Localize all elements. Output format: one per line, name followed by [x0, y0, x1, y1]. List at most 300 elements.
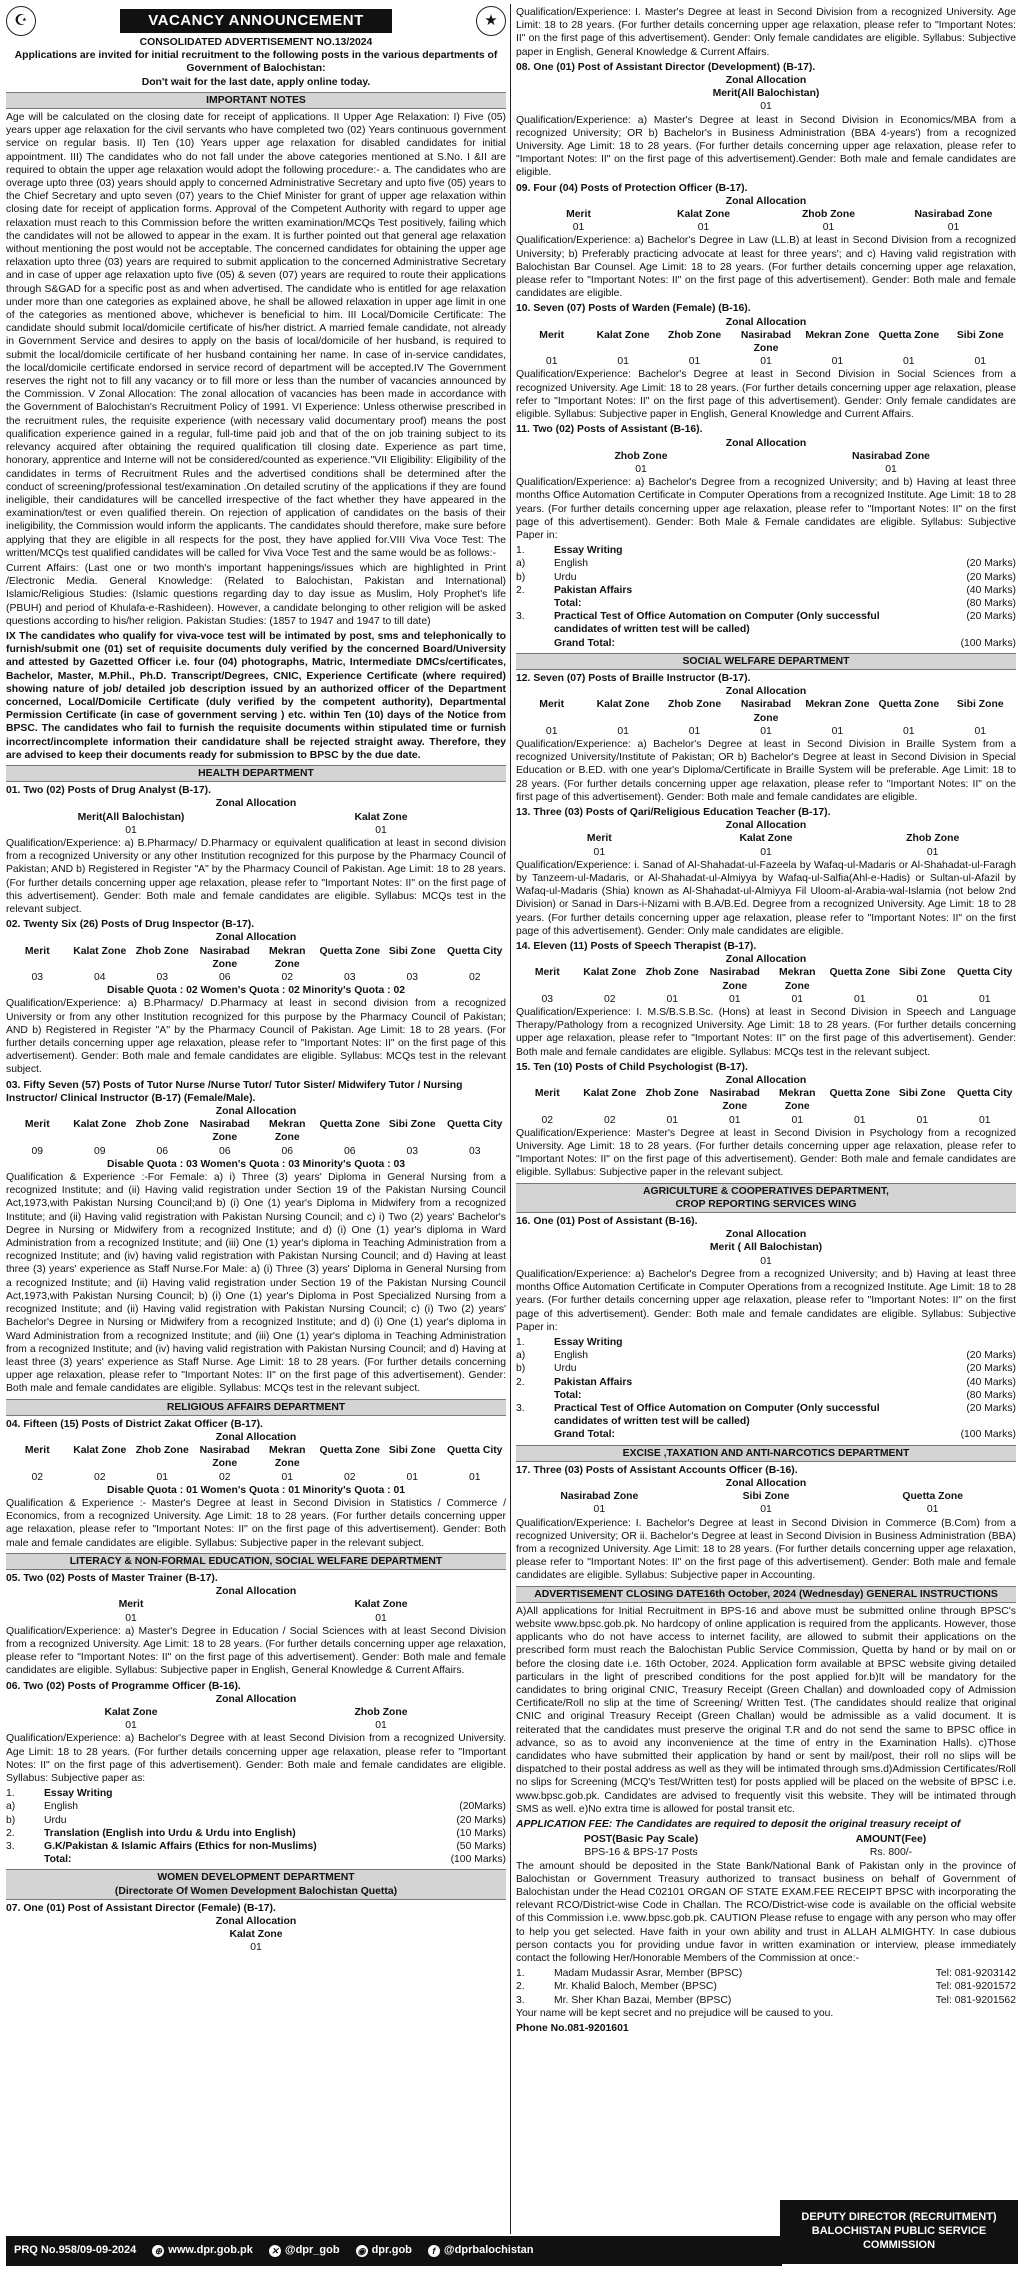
closing-title: ADVERTISEMENT CLOSING DATE16th October, 2024 (Wednesday) GENERAL INSTRUCTIONS: [516, 1586, 1016, 1603]
post-16-zone-value: 01: [760, 1255, 772, 1267]
post-03-zone-value: 06: [343, 1145, 356, 1157]
fee-row-post: BPS-16 & BPS-17 Posts: [584, 1847, 698, 1859]
footer-link-3-text: @dprbalochistan: [443, 2244, 534, 2257]
post-03-zone-label: Zhob Zone: [135, 1119, 189, 1131]
post-09-zone-values: [516, 221, 1016, 234]
post-16-marks-key: [516, 1428, 554, 1441]
phone-number: Phone No.081-9201601: [516, 2023, 629, 2035]
post-04-qualification: Qualification & Experience :- Master's Degree at least in Second Division in Statistics / Commerce / Economics, from a recognized University. Age Limit: 18 to 28 years. (For further details concerning upper age relaxation, please refer to "Important Notes: II" on the first page of this advertisement). Gender: Both male and female candidates are eligible. Syllabus: Subjective paper in the relevant subject.: [6, 1497, 506, 1549]
post-17-zone-label: Nasirabad Zone: [560, 1491, 639, 1503]
post-14-zone-value: 01: [978, 993, 991, 1005]
post-13-zone-value: 01: [593, 846, 606, 858]
post-03-zone-label: Quetta City: [447, 1119, 503, 1131]
post-03-zone-label: Sibi Zone: [388, 1119, 436, 1131]
post-06-marks-name: G.K/Pakistan & Islamic Affairs (Ethics for non-Muslims): [44, 1841, 317, 1853]
post-01-zone-label: Kalat Zone: [354, 811, 408, 823]
post-16-marks-name: Urdu: [554, 1363, 577, 1375]
member-name: Mr. Khalid Baloch, Member (BPSC): [554, 1981, 717, 1993]
post-08-qualification: Qualification/Experience: a) Master's Degree at least in Second Division in Economics/MBA from a recognized University; OR b) Bachelor's in Business Administration (BBA 4-years') from a recognized University. Age Limit: 18 to 28 years. (For further details concerning upper age relaxation, please refer to "Important Notes: II" on the first page of this advertisement).Gender: Both male and female candidates are eligible.: [516, 114, 1016, 179]
post-03-zone-value: 06: [156, 1145, 169, 1157]
fee-header: [516, 1833, 1016, 1846]
post-06-zone-value: 01: [375, 1720, 387, 1732]
post-03-zone-label: Mekran Zone: [269, 1119, 306, 1144]
post-02: [6, 918, 506, 1076]
member-row: [516, 1994, 1016, 2007]
post-14-zone-value: 01: [791, 993, 804, 1005]
post-15-zone-value: 01: [666, 1114, 679, 1126]
post-12-zone-value: 01: [974, 725, 987, 737]
member-name: Mr. Sher Khan Bazai, Member (BPSC): [554, 1994, 732, 2006]
post-17-zone-label: Sibi Zone: [742, 1491, 790, 1503]
post-14-zone-label: Zhob Zone: [645, 967, 699, 979]
post-11-marks-value: (100 Marks): [960, 637, 1016, 649]
post-04-zone-value: 01: [468, 1471, 481, 1483]
post-05-zone-label: Merit: [118, 1599, 144, 1611]
post-11-marks-key: [516, 637, 554, 650]
post-08-zone-label: Merit(All Balochistan): [712, 88, 820, 100]
post-11-marks-row: [516, 544, 1016, 557]
post-10-zone-value: 01: [545, 356, 558, 368]
post-06-marks-name: Essay Writing: [44, 1788, 113, 1800]
post-13-heading: 13. Three (03) Posts of Qari/Religious Education Teacher (B-17).: [516, 806, 831, 818]
post-04-zone-value: 02: [343, 1471, 356, 1483]
post-06-marks-value: (20 Marks): [456, 1814, 506, 1826]
post-05-zone-value: 01: [375, 1612, 387, 1624]
post-06-qualification: Qualification/Experience: a) Bachelor's Degree with at least Second Division from a recognized University. Age Limit: 18 to 28 years. (For further details concerning upper age relaxation, please refer to "Important Notes: II" on the first page of this advertisement). Gender: Both male and female candidates are eligible. Syllabus: Subjective paper as:: [6, 1733, 506, 1784]
footer-link-0[interactable]: [152, 2244, 253, 2258]
post-15-zone-value: 01: [853, 1114, 866, 1126]
post-16-marks-row: [516, 1362, 1016, 1375]
post-11-marks-name: Urdu: [554, 571, 577, 583]
footer-link-1[interactable]: [269, 2244, 340, 2258]
notes-ix: IX The candidates who qualify for viva-voce test will be intimated by post, sms and telephonically to furnish/submit one (01) set of requisite documents duly verified by the concerned Board/University and attested by Gazetted Officer i.e. four (04) photographs, Matric, Intermediate DMCs/certificates, Bachelor, Master, M.Phil., Ph.D. Transcript/Degrees, CNIC, Experience Certificate (where required) showing nature of job/ detailed job description issued by an authorized officer of the Department concerned, Local/Domicile Certificate (duly verified by the competent authority), Departmental Permission Certificate (in case of government serving ) etc. within Ten (10) days of the Notice from BPSC. The candidates who fail to furnish the requisite documents within stipulated time or furnish incorrect/incomplete information their candidature shall be rejected straight away. Therefore, they are advised to keep their documents ready for submission to BPSC by the due date.: [6, 630, 506, 761]
post-02-zone-value: 02: [281, 972, 294, 984]
post-03-zone-value: 03: [406, 1145, 419, 1157]
agri-dept-sub: CROP REPORTING SERVICES WING: [675, 1198, 857, 1210]
post-10-zone-label: Zhob Zone: [668, 329, 722, 341]
member-name: Madam Mudassir Asrar, Member (BPSC): [554, 1968, 743, 1980]
post-06-marks-name: Translation (English into Urdu & Urdu into English): [44, 1827, 296, 1839]
agri-dept-title: [516, 1183, 1016, 1213]
post-10-zone-label: Nasirabad Zone: [740, 329, 792, 355]
post-11-marks-row: [516, 610, 1016, 636]
post-10-zone-labels: [516, 329, 1016, 355]
post-13-zone-label: Kalat Zone: [739, 833, 793, 845]
post-09-zone-value: 01: [947, 222, 960, 234]
closing-instructions: A)All applications for Initial Recruitment in BPS-16 and above must be submitted online through BPSC's website www.bpsc.gob.pk. No hardcopy of online application is required from the applicants. However, those applicants who do not have access to internet facility, are allowed to submit their applications on the prescribed form must reach the Balochistan Public Service Commission, Quetta by hand or by mail on or before the closing date i.e. 16th October, 2024. Application form available at BPSC website giving detailed particulars in the light of prescribed conditions for the post applied for.b)It will be mandatory for the candidates to bring original CNIC, Treasury Receipt (Green Challan) and downloaded copy of Admission Certificate/Roll no slip at the time of Screening/ Written Test. (The candidates should realize that original CNIC and original Treasury Receipt (Green Challan) would be admissible as a valid document. It is reiterated that the candidates must preserve the original T.R and do not send the same to BPSC office in advance, so as to avoid any inconvenience at the time of entry in the Examination Halls). c)Those candidates who have submitted their application by hand or sent by mail/post, their roll no slips will be dispatched to their postal address as well as they will be intimated through sms.d)Admission Certificates/Roll no slips for Screening (MCQ's Test/Written test) for posts applied will be placed on the website of BPSC i.e. www.bpsc.gob.pk. Candidates are advised to frequently visit this website. They will be intimated through SMS as well. e)No extra time is allowed for postal transit etc.: [516, 1605, 1016, 1815]
post-17-zone-labels: [516, 1490, 1016, 1503]
post-15-zone-values: [516, 1114, 1016, 1127]
post-09-zone-label: Nasirabad Zone: [914, 209, 993, 221]
post-06-zonal-title: Zonal Allocation: [215, 1693, 297, 1705]
post-17-qualification: Qualification/Experience: I. Bachelor's Degree at least in Second Division in Commerce (B.Com) from a recognized University; OR ii. Bachelor's Degree at least in Second Division in Business Administration (BBA) from a recognized University. Age Limit: 18 to 28 years. (For further details concerning upper age relaxation, please refer to "Important Notes: II" on the first page of this advertisement). Gender: Both male and female candidates are eligible. Syllabus: Subjective paper in Accounting.: [516, 1517, 1016, 1582]
post-14-qualification: Qualification/Experience: I. M.S/B.S.B.Sc. (Hons) at least in Second Division in Speech and Language Therapy/Pathology from a recognized University. Age Limit: 18 to 28 years. (For further details concerning upper age relaxation, please refer to "Important Notes: II" on the first page of this advertisement). Gender: Both male and female candidates are eligible. Syllabus: MCQs test in the relevant subject.: [516, 1007, 1016, 1058]
post-04-zone-label: Merit: [24, 1445, 50, 1457]
post-17-zone-value: 01: [760, 1504, 772, 1516]
post-09-zone-label: Kalat Zone: [676, 209, 731, 221]
secret-note: Your name will be kept secret and no prejudice will be caused to you.: [516, 2007, 834, 2019]
post-04-zone-value: 02: [31, 1471, 44, 1483]
post-03-zone-label: Merit: [24, 1119, 50, 1131]
post-05-zone-value: 01: [125, 1612, 137, 1624]
post-09: [516, 182, 1016, 301]
post-01-zone-values: [6, 824, 506, 837]
notes-title: IMPORTANT NOTES: [6, 92, 506, 109]
post-06-zone-values: [6, 1719, 506, 1732]
post-10-zone-value: 01: [760, 356, 772, 368]
post-06-marks-key: 1.: [6, 1788, 15, 1800]
post-11-marks-name: English: [554, 558, 589, 570]
post-13-qualification: Qualification/Experience: i. Sanad of Al-Shahadat-ul-Fazeela by Wafaq-ul-Madaris or Al-Shahadat-ul-Faragh by Tanzeem-ul-Madaris, or Al-Shahadat-ul-Almiyya by Wafaq-ul-Salfia(Ahl-e-Hadis) or Sultan-ul-Afazil by Wafaq-ul-Madaris (Shia) known as Al-Shahadat-ul-Almiyya Fil Uloom-al-Arabia-wal-Islamia (not below 2nd Division) or Sanad in Dars-i-Nizami with B.A/B.Ed. Degree from a recognized University. Age Limit: 18 to 28 years. (For further details concerning upper age relaxation, please refer to "Important Notes: II" on the first page of this advertisement). Gender: Only male candidates are eligible.: [516, 859, 1016, 937]
post-11-zone-value: 01: [885, 463, 897, 475]
post-11-marks-value: (20 Marks): [966, 571, 1016, 583]
post-09-zone-label: Zhob Zone: [801, 209, 856, 221]
post-08-zonal-title: Zonal Allocation: [725, 75, 807, 87]
post-12-zone-value: 01: [903, 725, 915, 737]
post-09-heading: 09. Four (04) Posts of Protection Officer (B-17).: [516, 182, 748, 194]
post-16-marks-value: (40 Marks): [966, 1376, 1016, 1388]
post-11-marks-key: 2.: [516, 584, 525, 596]
post-12-zone-values: [516, 725, 1016, 738]
post-10-zone-label: Kalat Zone: [596, 329, 650, 341]
post-04-zone-label: Quetta Zone: [319, 1445, 381, 1457]
post-16-marks-key: 3.: [516, 1402, 525, 1414]
post-14-zone-value: 01: [853, 993, 866, 1005]
post-09-zone-value: 01: [572, 222, 585, 234]
dd-line-2: BALOCHISTAN PUBLIC SERVICE: [811, 2225, 987, 2238]
member-row: [516, 1967, 1016, 1980]
post-16-qualification: Qualification/Experience: a) Bachelor's Degree from a recognized University; and b) Having at least three months Office Automation Certificate in Computer Operations from a recognized Institute. Age Limit: 18 to 28 years. (For further details concerning upper age relaxation, please refer to "Important Notes: II" on the first page of this advertisement). Gender: Both male and female candidates are eligible. Syllabus: Subjective Paper in:: [516, 1268, 1016, 1333]
post-13-zone-value: 01: [926, 846, 939, 858]
post-03-zone-label: Quetta Zone: [319, 1119, 381, 1131]
post-07-qualification: Qualification/Experience: I. Master's Degree at least in Second Division from a recognized University. Age Limit: 18 to 28 years. (For further details concerning upper age relaxation, please refer to "Important Notes: II" on the first page of this advertisement). Gender: Only female candidates are eligible. Syllabus: Subjective paper in English, General Knowledge & Current Affairs.: [516, 7, 1016, 58]
post-17-zone-value: 01: [593, 1504, 606, 1516]
fee-row: [516, 1846, 1016, 1859]
post-15: [516, 1061, 1016, 1180]
post-06-marks-value: (10 Marks): [456, 1827, 506, 1839]
post-12-heading: 12. Seven (07) Posts of Braille Instructor (B-17).: [516, 672, 751, 684]
post-05-zone-label: Kalat Zone: [354, 1599, 408, 1611]
excise-dept-title: EXCISE ,TAXATION AND ANTI-NARCOTICS DEPARTMENT: [516, 1445, 1016, 1462]
post-16-marks-name: Essay Writing: [554, 1336, 623, 1348]
government-logo-icon: ☪: [6, 6, 36, 36]
post-04-zone-label: Nasirabad Zone: [199, 1445, 250, 1470]
banner-title: VACANCY ANNOUNCEMENT: [120, 9, 392, 32]
religious-dept-title: RELIGIOUS AFFAIRS DEPARTMENT: [6, 1399, 506, 1416]
post-06-marks-name: Urdu: [44, 1814, 67, 1826]
post-15-heading: 15. Ten (10) Posts of Child Psychologist (B-17).: [516, 1061, 748, 1073]
post-11-marks-name: Pakistan Affairs: [554, 584, 633, 596]
post-11-zone-labels: [516, 450, 1016, 463]
post-11-marks-row: [516, 637, 1016, 650]
member-row: [516, 1980, 1016, 1993]
post-13-zone-label: Zhob Zone: [906, 833, 960, 845]
post-16-marks-name: English: [554, 1350, 589, 1362]
health-dept-title: HEALTH DEPARTMENT: [6, 765, 506, 782]
members-list: [516, 1967, 1016, 2007]
post-04-zone-values: [6, 1471, 506, 1484]
dd-line-3: COMMISSION: [862, 2238, 936, 2251]
fee-col-post: POST(Basic Pay Scale): [583, 1834, 699, 1846]
post-12-zone-label: Kalat Zone: [596, 699, 650, 711]
post-04-zone-label: Mekran Zone: [269, 1445, 306, 1470]
post-02-zonal-title: Zonal Allocation: [215, 932, 297, 944]
post-14-zone-label: Nasirabad Zone: [709, 967, 760, 992]
post-16-marks-value: [936, 1336, 1016, 1349]
post-11-marks-key: 3.: [516, 611, 525, 623]
post-06-marks-value: (50 Marks): [456, 1841, 506, 1853]
post-11-zonal-title: Zonal Allocation: [725, 437, 807, 449]
post-14-zone-value: 01: [728, 993, 741, 1005]
post-14-zone-labels: [516, 966, 1016, 992]
post-15-zone-label: Sibi Zone: [898, 1088, 946, 1100]
post-06-marks-name: English: [44, 1801, 79, 1813]
post-15-zone-label: Quetta City: [957, 1088, 1013, 1100]
post-10-zone-value: 01: [688, 356, 701, 368]
post-08-zone-value: 01: [760, 101, 772, 113]
post-06-marks-row: [6, 1827, 506, 1840]
post-13-zone-labels: [516, 832, 1016, 845]
post-12-zone-value: 01: [617, 725, 629, 737]
post-14-zone-value: 03: [541, 993, 554, 1005]
member-index: 2.: [516, 1981, 525, 1993]
post-06-marks-key: 3.: [6, 1841, 15, 1853]
post-15-zone-value: 01: [728, 1114, 741, 1126]
post-13-zone-values: [516, 846, 1016, 859]
post-12-zone-label: Mekran Zone: [805, 699, 870, 711]
post-15-zone-labels: [516, 1087, 1016, 1113]
post-04-zone-labels: [6, 1444, 506, 1470]
footer-link-2[interactable]: [356, 2244, 412, 2258]
post-14-zone-label: Merit: [534, 967, 560, 979]
post-11-marks-row: [516, 584, 1016, 597]
post-16-marks-name: Pakistan Affairs: [554, 1376, 633, 1388]
post-07-zonal-title: Zonal Allocation: [215, 1916, 297, 1928]
x-icon: ✕: [269, 2245, 281, 2257]
post-07-zone-values: [6, 1941, 506, 1954]
post-06-marks-name: Total:: [44, 1854, 72, 1866]
post-06-zone-value: 01: [125, 1720, 137, 1732]
post-14: [516, 940, 1016, 1059]
post-15-zone-label: Zhob Zone: [645, 1088, 699, 1100]
post-02-zone-value: 04: [93, 972, 106, 984]
post-11-qualification: Qualification/Experience: a) Bachelor's Degree from a recognized University; and b) Having at least three months Office Automation Certificate in Computer Operations from a recognized Institute. Age Limit: 18 to 28 years. (For further details concerning upper age relaxation, please refer to "Important Notes: II" on the first page of this advertisement). Gender: Both Male & Female candidates are eligible. Syllabus: Subjective Paper in:: [516, 477, 1016, 541]
post-12-zone-label: Zhob Zone: [668, 699, 722, 711]
post-15-zonal-title: Zonal Allocation: [725, 1075, 807, 1087]
post-03-zone-values: [6, 1145, 506, 1158]
post-02-quota: Disable Quota : 02 Women's Quota : 02 Minority's Quota : 02: [106, 985, 406, 997]
post-15-zone-label: Quetta Zone: [829, 1088, 891, 1100]
post-03-zone-value: 06: [218, 1145, 231, 1157]
post-07-heading: 07. One (01) Post of Assistant Director (Female) (B-17).: [6, 1902, 276, 1914]
post-16-zonal-title: Zonal Allocation: [725, 1229, 807, 1241]
post-11-marks-name: Total:: [554, 597, 582, 609]
post-16-marks-row: [516, 1376, 1016, 1389]
post-14-zonal-title: Zonal Allocation: [725, 954, 807, 966]
post-11-marks-key: 1.: [516, 545, 525, 557]
post-04: [6, 1418, 506, 1550]
fee-text: The amount should be deposited in the State Bank/National Bank of Pakistan only in the province of Balochistan or Government Treasury authorized to transact business on behalf of Government of Balochistan under the Head C02101 ORGAN OF STATE EXAM.FEE RECEIPT BPSC with incorporating the relevant RCO/District-wise Code in Challan. The RCO/District-wise code is available on the official website of this Commission i.e. www.bpsc.gob.pk. CAUTION Please refuse to engage with any person who may offer to help you get selected. Have faith in your own ability and trust in ALLAH ALMIGHTY. In case dubious person contacts you for providing undue favor in written examination or interview, please immediately contact the following Her/Honorable Members of the Commission at once:-: [516, 1860, 1016, 1965]
post-14-zone-label: Sibi Zone: [898, 967, 946, 979]
post-06-heading: 06. Two (02) Posts of Programme Officer (B-16).: [6, 1680, 241, 1692]
post-03-zone-labels: [6, 1118, 506, 1144]
post-14-zone-value: 01: [666, 993, 679, 1005]
post-12-zone-label: Sibi Zone: [956, 699, 1004, 711]
post-01-zonal-title: Zonal Allocation: [215, 798, 297, 810]
post-10: [516, 302, 1016, 421]
dd-line-1: DEPUTY DIRECTOR (RECRUITMENT): [801, 2211, 997, 2224]
post-15-zone-label: Nasirabad Zone: [709, 1088, 760, 1113]
post-16-marks-value: (80 Marks): [966, 1389, 1016, 1401]
post-16-marks-row: [516, 1349, 1016, 1362]
post-11-zone-label: Zhob Zone: [614, 450, 668, 462]
post-09-zone-labels: [516, 208, 1016, 221]
post-02-zone-label: Zhob Zone: [135, 945, 189, 957]
literacy-dept-title: LITERACY & NON-FORMAL EDUCATION, SOCIAL WELFARE DEPARTMENT: [6, 1553, 506, 1570]
post-05-qualification: Qualification/Experience: a) Master's Degree in Education / Social Sciences with at least Second Division from a recognized University. Age Limit: 18 to 28 years. (For further details concerning upper age relaxation, please refer to "Important Notes: II" on the first page of this advertisement). Gender: Both male and female candidates are eligible. Syllabus: Subjective paper in English, General Knowledge & Current Affairs.: [6, 1625, 506, 1677]
post-04-zone-value: 02: [218, 1471, 231, 1483]
post-03-heading: 03. Fifty Seven (57) Posts of Tutor Nurse /Nurse Tutor/ Tutor Sister/ Midwifery Tutor / Nursing Instructor/ Clinical Instructor (B-17) (Female/Male).: [6, 1079, 463, 1104]
post-02-zone-value: 03: [343, 972, 356, 984]
post-06-marks-key: a): [6, 1801, 16, 1813]
post-04-zone-value: 02: [93, 1471, 106, 1483]
post-15-zone-label: Merit: [534, 1088, 560, 1100]
post-02-zone-label: Quetta Zone: [319, 945, 381, 957]
post-17-zone-values: [516, 1503, 1016, 1516]
notes-current: Current Affairs: (Last one or two month's important happenings/issues which are highlighted in Print /Electronic Media. General Knowledge: (Related to Balochistan, Pakistan and International) Islamic/Religious Studies: (Islamic questions regarding day to day issue as Muslim, Holy Prophet's life (PBUH) and period of Khulafa-e-Rashideen). However, a candidate belonging to other religion will be asked questions according to his/her religion. Pakistan Studies: (1857 to 1947 and 1947 to till date): [6, 562, 506, 627]
women-dept-sub: (Directorate Of Women Development Balochistan Quetta): [114, 1885, 398, 1897]
post-11-marks-row: [516, 571, 1016, 584]
post-03-quota: Disable Quota : 03 Women's Quota : 03 Minority's Quota : 03: [106, 1158, 406, 1170]
post-04-zone-label: Zhob Zone: [135, 1445, 189, 1457]
post-11-marks-value: (40 Marks): [966, 584, 1016, 596]
post-10-zone-value: 01: [617, 356, 629, 368]
post-03-zone-value: 03: [468, 1145, 481, 1157]
post-03-zone-value: 09: [31, 1145, 44, 1157]
post-10-zone-value: 01: [831, 356, 844, 368]
post-03-zone-value: 06: [281, 1145, 294, 1157]
globe-icon: ⊕: [152, 2245, 164, 2257]
post-11-marks-name: Practical Test of Office Automation on Computer (Only successful candidates of written test will be called): [554, 611, 880, 636]
post-08-zone-values: [516, 100, 1016, 113]
footer-link-2-text: dpr.gob: [371, 2244, 412, 2257]
post-16-marks-name: Total:: [554, 1389, 582, 1401]
intro-text: Applications are invited for initial recruitment to the following posts in the various departments of Government of Balochistan:: [14, 50, 498, 75]
post-12-zone-value: 01: [760, 725, 772, 737]
post-16-marks-name: Grand Total:: [554, 1429, 615, 1441]
post-06-marks-row: [6, 1814, 506, 1827]
post-10-zone-label: Sibi Zone: [956, 329, 1004, 341]
post-05: [6, 1572, 506, 1678]
post-11-marks-key: b): [516, 571, 526, 583]
notes-age: Age will be calculated on the closing date for receipt of applications. II Upper Age Relaxation: I) Five (05) years upper age relaxation for the civil servants who have completed two (02) Years continuous government service on regular basis. II) Ten (10) Years upper age relaxation for disabled candidates for initial appointment. III) The candidates who do not fall under the above categories mentioned at S.No. I &II are required to obtain the upper age relaxation would adopt the following procedure:- a. The candidates who are overage upto three (03) years should apply to concerned Administrative Secretary and upto five (05) years to the Chief Secretary and upto seven (07) years to the Chief Minister for grant of upper age relaxation within closing date for receipt of application forms. Approval of the Competent Authority with regard to upper age relaxation must reach to this Commission before the written examination/MCQs Test positively, failing which the candidates will not be allowed to appear in the exam. It is further pointed out that general age relaxation without mentioning the post would not be acceptable. The concerned candidates for obtaining the upper age relaxation upto three (03) years are required to submit application to the concerned Administrative Secretary and in case of upper age relaxation upto five (05) & seven (07) years are required to route their applications through S&GAD for a specific post as and when advertised. The candidate who is entitled for age relaxation under more than one categories as explained above, he shall be allowed relaxation in upper age limit in one of the categories as mentioned above, whichever is beneficial to him. III Local/Domicile Certificate: The candidate should submit local/domicile certificate of his/her district. A married female candidate, not already in Government Service and desires to apply on the basis of local/domicile of her husband, is required to submit the local/domicile certificate of her husband containing her name. In case of in-service candidates, the local/domicile certificate endorsed in service record of department will be accepted.IV The Government reserves the right not to fill any vacancy or to fill more or less than the number of vacancies announced by the Commission. V Zonal Allocation: The zonal allocation of vacancies has been made in accordance with the Government of Balochistan's Recruitment Policy of 1991. VI Experience: Unless otherwise prescribed in the recruitment rules, the requisite experience (with necessary valid documentary proof) means the post qualification experience gained in a regular, full-time paid job and that of the on job training subject to its relevancy acquired after obtaining the required qualification till closing date. Experience as part time, honorary, apprentice and Interne will not be considered/counted as experience."VII Eligibility: Eligibility of the candidates in terms of Recruitment Rules and the advertised conditions shall be determined after the conduct of screening/professional test/examination .On detailed scrutiny of the applications if they are found ineligible, their candidatures will be cancelled irrespective of the fact whether they have appeared in the examination/test or even qualified therein. On rejection of application of candidates on the basis of their ineligibility, the Commission would inform the applicants. The candidates should therefore, make sure before applying that they are eligible in all respects for the post, they have applied for.VIII Viva Voce Test: The written/MCQs test qualified candidates will be called for Viva Voce Test and the same would be as follows:-: [6, 112, 506, 559]
post-03-zone-label: Nasirabad Zone: [199, 1119, 250, 1144]
post-06-zone-label: Zhob Zone: [354, 1706, 408, 1718]
post-07-zone-label: Kalat Zone: [229, 1929, 283, 1941]
post-14-heading: 14. Eleven (11) Posts of Speech Therapist (B-17).: [516, 941, 757, 953]
post-01-zone-labels: [6, 811, 506, 824]
post-02-zone-value: 03: [156, 972, 169, 984]
post-14-zone-label: Mekran Zone: [779, 967, 816, 992]
post-04-zone-label: Sibi Zone: [388, 1445, 436, 1457]
post-04-quota: Disable Quota : 01 Women's Quota : 01 Minority's Quota : 01: [106, 1484, 406, 1496]
post-10-zone-value: 01: [903, 356, 915, 368]
post-11-marks-value: (20 Marks): [966, 611, 1016, 623]
footer-link-3[interactable]: [428, 2244, 534, 2258]
post-09-zonal-title: Zonal Allocation: [725, 195, 807, 207]
bpsc-logo-icon: ★: [476, 6, 506, 36]
post-11: [516, 423, 1016, 649]
post-16-marks-key: [516, 1389, 554, 1402]
member-phone: Tel: 081-9201562: [935, 1994, 1016, 2006]
post-12-zone-value: 01: [545, 725, 558, 737]
post-11-zone-values: [516, 463, 1016, 476]
post-13-zone-label: Merit: [586, 833, 612, 845]
post-12-zone-labels: [516, 698, 1016, 724]
post-16-zone-labels: [516, 1241, 1016, 1254]
post-02-qualification: Qualification/Experience: a) B.Pharmacy/ D.Pharmacy at least in second division from a recognized University or from any other Institution recognized for this purpose by the Pharmacy Council of Pakistan; AND b) Registered in Register "A" by the Pharmacy Council of Pakistan. Age Limit: 18 to 28 years. (For further details concerning upper age relaxation, please refer to "Important Notes: II" on the first page of this advertisement). Gender: Both male and female candidates are eligible. Syllabus: MCQs test in the relevant subject.: [6, 998, 506, 1076]
post-11-marks-value: [936, 544, 1016, 557]
post-06: [6, 1680, 506, 1867]
post-12-zone-label: Quetta Zone: [878, 699, 940, 711]
post-10-qualification: Qualification/Experience: Bachelor's Degree at least in Second Division in Social Sciences from a recognized University. Age Limit: 18 to 28 years. (For further details concerning upper age relaxation, please refer to "Important Notes: II" on the first page of this advertisement). Gender: Only female candidates are eligible. Syllabus: Subjective paper in English, General Knowledge and Current Affairs.: [516, 369, 1016, 421]
post-16-marks-key: 1.: [516, 1336, 525, 1348]
post-02-zone-values: [6, 971, 506, 984]
post-11-heading: 11. Two (02) Posts of Assistant (B-16).: [516, 424, 703, 436]
post-06-zone-labels: [6, 1706, 506, 1719]
post-09-zone-value: 01: [822, 222, 835, 234]
post-02-zone-label: Sibi Zone: [388, 945, 436, 957]
post-12-zonal-title: Zonal Allocation: [725, 686, 807, 698]
post-16-marks-value: (20 Marks): [966, 1363, 1016, 1375]
post-02-zone-label: Merit: [24, 945, 50, 957]
post-15-zone-label: Kalat Zone: [583, 1088, 637, 1100]
member-index: 1.: [516, 1968, 525, 1980]
member-index: 3.: [516, 1994, 525, 2006]
post-13-zonal-title: Zonal Allocation: [725, 820, 807, 832]
post-17: [516, 1464, 1016, 1583]
left-column: [6, 6, 506, 1955]
post-05-zonal-title: Zonal Allocation: [215, 1586, 297, 1598]
deputy-director-box: [780, 2200, 1018, 2264]
column-divider: [510, 4, 511, 2234]
post-16-zone-label: Merit ( All Balochistan): [709, 1242, 823, 1254]
post-11-marks-row: [516, 597, 1016, 610]
facebook-icon: f: [428, 2245, 440, 2257]
post-09-zone-label: Merit: [566, 209, 591, 221]
post-02-zone-label: Mekran Zone: [269, 945, 306, 970]
post-02-zone-label: Kalat Zone: [73, 945, 127, 957]
post-02-zone-value: 06: [218, 972, 231, 984]
post-06-marks-row: [6, 1853, 506, 1866]
post-16-zone-values: [516, 1255, 1016, 1268]
post-10-zone-label: Merit: [539, 329, 565, 341]
post-16-marks-row: [516, 1402, 1016, 1428]
post-16-marks-value: (20 Marks): [966, 1402, 1016, 1414]
post-06-marks-row: [6, 1840, 506, 1853]
footer-link-1-text: @dpr_gob: [284, 2244, 340, 2257]
post-01-heading: 01. Two (02) Posts of Drug Analyst (B-17).: [6, 785, 211, 797]
web-icon: ◉: [356, 2245, 368, 2257]
post-15-zone-value: 02: [541, 1114, 554, 1126]
post-12-qualification: Qualification/Experience: a) Bachelor's Degree at least in Second Division in Braille System from a recognized University/Institute of Pakistan; OR b) Bachelor's Degree at least in Second Division in Special Education or B.ED. with one year's Diploma/Certificate in Braille System will be preferable. Age Limit: 18 to 28 years. (For further details concerning upper age relaxation, please refer to "Important Notes: II" on the first page of this advertisement). Gender: Both male and female candidates are eligible.: [516, 738, 1016, 803]
right-column: [516, 6, 1016, 2037]
post-07-zone-labels: [6, 1928, 506, 1941]
post-11-marks-name: Essay Writing: [554, 545, 623, 557]
post-04-zone-label: Kalat Zone: [73, 1445, 127, 1457]
footer-bar: [6, 2236, 782, 2266]
post-13-zone-value: 01: [760, 846, 772, 858]
